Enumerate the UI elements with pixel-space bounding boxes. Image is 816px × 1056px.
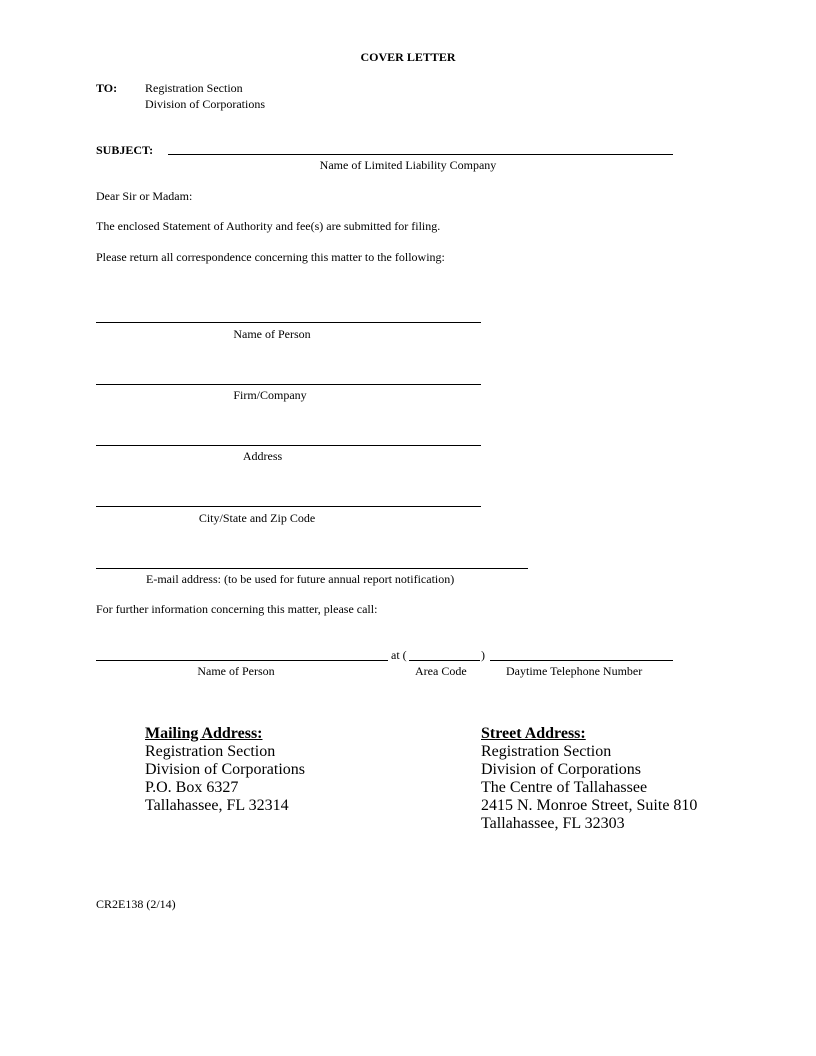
street-address-line-5: Tallahassee, FL 32303 [481,815,625,832]
subject-caption: Name of Limited Liability Company [319,158,497,172]
phone-number-line[interactable] [490,660,673,661]
body-paragraph-1: The enclosed Statement of Authority and fee(s) are submitted for filing. [96,219,441,233]
mailing-address-line-2: Division of Corporations [145,761,305,778]
mailing-address-line-1: Registration Section [145,743,276,760]
mailing-address-block [145,725,305,815]
email-line[interactable] [96,568,528,569]
name-of-person-line[interactable] [96,322,481,323]
street-address-block [481,725,697,833]
address-line[interactable] [96,445,481,446]
city-state-zip-line[interactable] [96,506,481,507]
firm-company-line[interactable] [96,384,481,385]
mailing-address-line-4: Tallahassee, FL 32314 [145,797,289,814]
area-code-caption: Area Code [415,664,467,678]
subject-input-line[interactable] [168,154,673,155]
contact-name-line[interactable] [96,660,388,661]
body-paragraph-2: Please return all correspondence concerning this matter to the following: [96,250,445,264]
street-address-line-2: Division of Corporations [481,761,641,778]
area-code-line[interactable] [409,660,480,661]
to-label: TO: [96,81,118,95]
salutation: Dear Sir or Madam: [96,189,193,203]
to-line-1: Registration Section [145,81,243,95]
street-address-heading: Street Address: [481,725,586,742]
city-state-zip-caption: City/State and Zip Code [198,511,316,525]
firm-company-caption: Firm/Company [233,388,307,402]
subject-label: SUBJECT: [96,143,154,157]
street-address-line-3: The Centre of Tallahassee [481,779,648,796]
page-title: COVER LETTER [360,50,456,64]
street-address-line-4: 2415 N. Monroe Street, Suite 810 [481,797,698,814]
email-caption: E-mail address: (to be used for future annual report notification) [146,572,455,586]
street-address-line-1: Registration Section [481,743,612,760]
mailing-address-heading: Mailing Address: [145,725,263,742]
at-text: at ( [391,648,407,662]
form-code: CR2E138 (2/14) [96,897,176,911]
address-caption: Address [242,449,283,463]
phone-number-caption: Daytime Telephone Number [506,664,643,678]
further-info-text: For further information concerning this matter, please call: [96,602,378,616]
name-of-person-caption: Name of Person [233,327,311,341]
contact-name-caption: Name of Person [197,664,275,678]
close-paren: ) [481,648,485,662]
mailing-address-line-3: P.O. Box 6327 [145,779,239,796]
to-line-2: Division of Corporations [145,97,265,111]
